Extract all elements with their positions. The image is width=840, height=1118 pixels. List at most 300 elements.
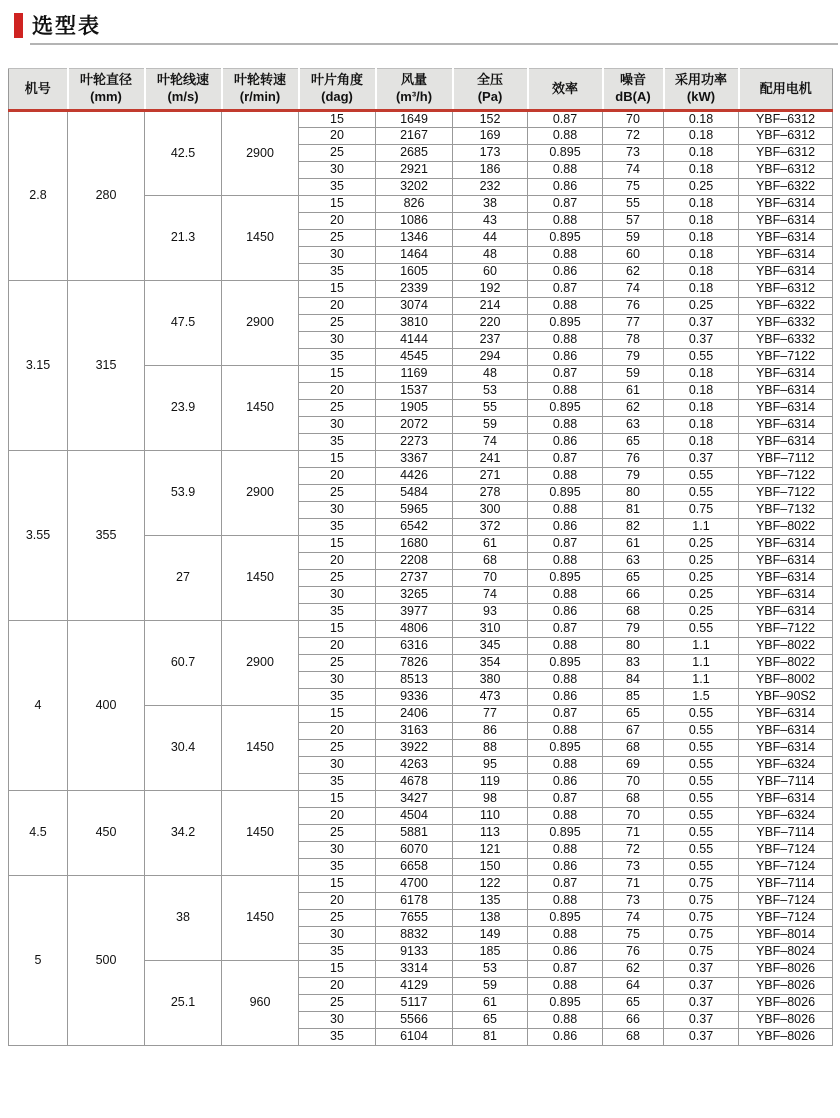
- cell-efficiency: 0.87: [528, 621, 603, 638]
- cell-noise: 79: [603, 349, 664, 366]
- cell-power: 0.55: [664, 757, 739, 774]
- cell-airflow: 3810: [376, 315, 453, 332]
- cell-airflow: 1169: [376, 366, 453, 383]
- cell-efficiency: 0.86: [528, 1029, 603, 1046]
- cell-motor: YBF–6312: [739, 281, 833, 298]
- cell-power: 0.18: [664, 366, 739, 383]
- cell-airflow: 1680: [376, 536, 453, 553]
- cell-efficiency: 0.88: [528, 502, 603, 519]
- cell-noise: 65: [603, 570, 664, 587]
- cell-efficiency: 0.895: [528, 570, 603, 587]
- cell-airflow: 1086: [376, 213, 453, 230]
- cell-efficiency: 0.86: [528, 689, 603, 706]
- cell-efficiency: 0.87: [528, 111, 603, 128]
- red-accent-bar: [14, 13, 23, 38]
- cell-noise: 70: [603, 111, 664, 128]
- cell-motor: YBF–8024: [739, 944, 833, 961]
- cell-motor: YBF–6314: [739, 264, 833, 281]
- cell-efficiency: 0.88: [528, 162, 603, 179]
- cell-efficiency: 0.88: [528, 213, 603, 230]
- cell-blade-angle: 30: [299, 247, 376, 264]
- cell-blade-angle: 30: [299, 842, 376, 859]
- cell-noise: 68: [603, 1029, 664, 1046]
- cell-pressure: 77: [453, 706, 528, 723]
- cell-power: 0.25: [664, 298, 739, 315]
- cell-noise: 69: [603, 757, 664, 774]
- cell-power: 0.37: [664, 995, 739, 1012]
- cell-blade-angle: 20: [299, 468, 376, 485]
- cell-efficiency: 0.86: [528, 944, 603, 961]
- cell-power: 0.18: [664, 128, 739, 145]
- cell-noise: 61: [603, 383, 664, 400]
- cell-model: 4: [9, 621, 68, 791]
- cell-airflow: 7655: [376, 910, 453, 927]
- cell-motor: YBF–6314: [739, 553, 833, 570]
- cell-noise: 80: [603, 638, 664, 655]
- cell-noise: 72: [603, 842, 664, 859]
- cell-noise: 77: [603, 315, 664, 332]
- cell-blade-angle: 35: [299, 859, 376, 876]
- cell-blade-angle: 15: [299, 961, 376, 978]
- cell-noise: 81: [603, 502, 664, 519]
- cell-rpm: 1450: [222, 876, 299, 961]
- cell-motor: YBF–8022: [739, 638, 833, 655]
- cell-efficiency: 0.88: [528, 553, 603, 570]
- cell-airflow: 4700: [376, 876, 453, 893]
- cell-blade-angle: 15: [299, 366, 376, 383]
- cell-rpm: 2900: [222, 451, 299, 536]
- cell-blade-angle: 20: [299, 383, 376, 400]
- cell-diameter: 355: [68, 451, 145, 621]
- cell-pressure: 173: [453, 145, 528, 162]
- cell-efficiency: 0.86: [528, 859, 603, 876]
- cell-noise: 62: [603, 264, 664, 281]
- cell-motor: YBF–8002: [739, 672, 833, 689]
- cell-power: 1.1: [664, 672, 739, 689]
- cell-line-speed: 34.2: [145, 791, 222, 876]
- cell-efficiency: 0.86: [528, 774, 603, 791]
- cell-power: 0.75: [664, 502, 739, 519]
- cell-power: 0.25: [664, 179, 739, 196]
- cell-power: 0.55: [664, 349, 739, 366]
- cell-efficiency: 0.86: [528, 179, 603, 196]
- cell-power: 0.37: [664, 961, 739, 978]
- cell-motor: YBF–7114: [739, 876, 833, 893]
- cell-noise: 71: [603, 825, 664, 842]
- cell-airflow: 4263: [376, 757, 453, 774]
- cell-motor: YBF–7124: [739, 859, 833, 876]
- cell-motor: YBF–7122: [739, 468, 833, 485]
- cell-airflow: 4545: [376, 349, 453, 366]
- cell-pressure: 113: [453, 825, 528, 842]
- cell-blade-angle: 20: [299, 213, 376, 230]
- table-row: [9, 451, 833, 468]
- page-title: 选型表: [32, 15, 101, 38]
- cell-model: 5: [9, 876, 68, 1046]
- cell-power: 0.25: [664, 570, 739, 587]
- cell-motor: YBF–7122: [739, 485, 833, 502]
- cell-motor: YBF–7122: [739, 349, 833, 366]
- cell-noise: 57: [603, 213, 664, 230]
- cell-power: 0.18: [664, 196, 739, 213]
- cell-efficiency: 0.86: [528, 519, 603, 536]
- column-header-diameter: 叶轮直径 (mm): [68, 69, 145, 111]
- cell-motor: YBF–6314: [739, 383, 833, 400]
- column-header-noise: 噪音 dB(A): [603, 69, 664, 111]
- cell-noise: 78: [603, 332, 664, 349]
- cell-blade-angle: 20: [299, 723, 376, 740]
- cell-pressure: 98: [453, 791, 528, 808]
- cell-power: 0.37: [664, 978, 739, 995]
- cell-pressure: 232: [453, 179, 528, 196]
- cell-power: 0.75: [664, 944, 739, 961]
- cell-line-speed: 38: [145, 876, 222, 961]
- cell-motor: YBF–6314: [739, 434, 833, 451]
- cell-airflow: 1464: [376, 247, 453, 264]
- cell-motor: YBF–6324: [739, 808, 833, 825]
- cell-motor: YBF–8026: [739, 995, 833, 1012]
- cell-efficiency: 0.895: [528, 145, 603, 162]
- cell-motor: YBF–6314: [739, 196, 833, 213]
- cell-airflow: 8513: [376, 672, 453, 689]
- cell-motor: YBF–90S2: [739, 689, 833, 706]
- cell-motor: YBF–6314: [739, 706, 833, 723]
- cell-airflow: 2208: [376, 553, 453, 570]
- table-row: [9, 876, 833, 893]
- cell-pressure: 237: [453, 332, 528, 349]
- cell-line-speed: 53.9: [145, 451, 222, 536]
- cell-pressure: 53: [453, 383, 528, 400]
- column-header-efficiency: 效率: [528, 69, 603, 111]
- cell-line-speed: 25.1: [145, 961, 222, 1046]
- cell-rpm: 1450: [222, 706, 299, 791]
- cell-airflow: 6316: [376, 638, 453, 655]
- cell-pressure: 152: [453, 111, 528, 128]
- cell-efficiency: 0.88: [528, 298, 603, 315]
- cell-motor: YBF–6312: [739, 162, 833, 179]
- cell-pressure: 110: [453, 808, 528, 825]
- cell-motor: YBF–7132: [739, 502, 833, 519]
- cell-efficiency: 0.87: [528, 961, 603, 978]
- cell-noise: 63: [603, 553, 664, 570]
- cell-motor: YBF–6324: [739, 757, 833, 774]
- cell-blade-angle: 15: [299, 621, 376, 638]
- cell-efficiency: 0.88: [528, 332, 603, 349]
- cell-motor: YBF–6322: [739, 298, 833, 315]
- cell-airflow: 9133: [376, 944, 453, 961]
- cell-blade-angle: 25: [299, 485, 376, 502]
- cell-airflow: 6542: [376, 519, 453, 536]
- cell-efficiency: 0.895: [528, 825, 603, 842]
- cell-pressure: 150: [453, 859, 528, 876]
- table-row: [9, 791, 833, 808]
- cell-power: 0.55: [664, 825, 739, 842]
- cell-noise: 68: [603, 791, 664, 808]
- cell-noise: 74: [603, 910, 664, 927]
- header-row: [9, 69, 833, 111]
- cell-blade-angle: 35: [299, 519, 376, 536]
- cell-motor: YBF–6312: [739, 145, 833, 162]
- column-header-rpm: 叶轮转速 (r/min): [222, 69, 299, 111]
- cell-noise: 76: [603, 451, 664, 468]
- cell-airflow: 8832: [376, 927, 453, 944]
- cell-airflow: 3163: [376, 723, 453, 740]
- cell-blade-angle: 25: [299, 230, 376, 247]
- cell-blade-angle: 35: [299, 434, 376, 451]
- cell-power: 1.1: [664, 638, 739, 655]
- cell-airflow: 7826: [376, 655, 453, 672]
- cell-power: 0.37: [664, 1029, 739, 1046]
- cell-power: 0.55: [664, 621, 739, 638]
- cell-airflow: 2737: [376, 570, 453, 587]
- cell-efficiency: 0.895: [528, 995, 603, 1012]
- cell-airflow: 3074: [376, 298, 453, 315]
- cell-noise: 84: [603, 672, 664, 689]
- cell-motor: YBF–8026: [739, 1029, 833, 1046]
- cell-motor: YBF–7122: [739, 621, 833, 638]
- cell-power: 0.75: [664, 910, 739, 927]
- cell-blade-angle: 15: [299, 706, 376, 723]
- cell-motor: YBF–7124: [739, 842, 833, 859]
- cell-blade-angle: 20: [299, 808, 376, 825]
- cell-motor: YBF–6314: [739, 723, 833, 740]
- cell-pressure: 121: [453, 842, 528, 859]
- cell-line-speed: 42.5: [145, 111, 222, 196]
- cell-efficiency: 0.88: [528, 672, 603, 689]
- cell-pressure: 59: [453, 978, 528, 995]
- column-header-airflow: 风量 (m³/h): [376, 69, 453, 111]
- cell-airflow: 3314: [376, 961, 453, 978]
- cell-motor: YBF–6314: [739, 604, 833, 621]
- cell-airflow: 3367: [376, 451, 453, 468]
- cell-pressure: 60: [453, 264, 528, 281]
- cell-pressure: 74: [453, 587, 528, 604]
- cell-pressure: 122: [453, 876, 528, 893]
- cell-pressure: 59: [453, 417, 528, 434]
- cell-pressure: 135: [453, 893, 528, 910]
- cell-motor: YBF–6314: [739, 791, 833, 808]
- cell-pressure: 473: [453, 689, 528, 706]
- cell-airflow: 3202: [376, 179, 453, 196]
- cell-noise: 65: [603, 995, 664, 1012]
- cell-power: 0.55: [664, 859, 739, 876]
- cell-pressure: 241: [453, 451, 528, 468]
- cell-power: 0.25: [664, 553, 739, 570]
- cell-line-speed: 60.7: [145, 621, 222, 706]
- cell-power: 0.55: [664, 723, 739, 740]
- cell-airflow: 2406: [376, 706, 453, 723]
- cell-pressure: 214: [453, 298, 528, 315]
- cell-diameter: 315: [68, 281, 145, 451]
- cell-airflow: 2273: [376, 434, 453, 451]
- cell-pressure: 300: [453, 502, 528, 519]
- cell-power: 0.55: [664, 791, 739, 808]
- cell-rpm: 2900: [222, 621, 299, 706]
- cell-motor: YBF–6314: [739, 230, 833, 247]
- cell-pressure: 55: [453, 400, 528, 417]
- cell-efficiency: 0.88: [528, 417, 603, 434]
- cell-efficiency: 0.88: [528, 128, 603, 145]
- cell-power: 0.37: [664, 451, 739, 468]
- cell-diameter: 450: [68, 791, 145, 876]
- cell-noise: 70: [603, 808, 664, 825]
- cell-motor: YBF–6312: [739, 128, 833, 145]
- cell-efficiency: 0.88: [528, 723, 603, 740]
- cell-line-speed: 21.3: [145, 196, 222, 281]
- cell-airflow: 9336: [376, 689, 453, 706]
- cell-efficiency: 0.87: [528, 451, 603, 468]
- cell-blade-angle: 25: [299, 825, 376, 842]
- cell-motor: YBF–6314: [739, 247, 833, 264]
- cell-power: 0.18: [664, 264, 739, 281]
- cell-noise: 61: [603, 536, 664, 553]
- cell-airflow: 2167: [376, 128, 453, 145]
- cell-airflow: 1649: [376, 111, 453, 128]
- cell-airflow: 5117: [376, 995, 453, 1012]
- cell-power: 0.18: [664, 162, 739, 179]
- cell-blade-angle: 35: [299, 604, 376, 621]
- cell-power: 0.18: [664, 281, 739, 298]
- cell-efficiency: 0.895: [528, 230, 603, 247]
- column-header-motor: 配用电机: [739, 69, 833, 111]
- cell-blade-angle: 30: [299, 1012, 376, 1029]
- cell-power: 1.1: [664, 655, 739, 672]
- cell-power: 0.55: [664, 468, 739, 485]
- cell-airflow: 6070: [376, 842, 453, 859]
- cell-blade-angle: 15: [299, 876, 376, 893]
- cell-blade-angle: 25: [299, 145, 376, 162]
- cell-power: 0.55: [664, 774, 739, 791]
- cell-motor: YBF–7112: [739, 451, 833, 468]
- cell-blade-angle: 25: [299, 740, 376, 757]
- cell-efficiency: 0.88: [528, 587, 603, 604]
- cell-efficiency: 0.86: [528, 349, 603, 366]
- cell-blade-angle: 30: [299, 672, 376, 689]
- cell-blade-angle: 30: [299, 162, 376, 179]
- cell-motor: YBF–6314: [739, 587, 833, 604]
- cell-pressure: 48: [453, 247, 528, 264]
- cell-airflow: 5566: [376, 1012, 453, 1029]
- cell-motor: YBF–6332: [739, 315, 833, 332]
- cell-pressure: 86: [453, 723, 528, 740]
- cell-efficiency: 0.88: [528, 638, 603, 655]
- cell-blade-angle: 30: [299, 502, 376, 519]
- cell-motor: YBF–7114: [739, 825, 833, 842]
- cell-efficiency: 0.88: [528, 247, 603, 264]
- cell-noise: 79: [603, 621, 664, 638]
- cell-noise: 79: [603, 468, 664, 485]
- cell-blade-angle: 20: [299, 978, 376, 995]
- cell-rpm: 960: [222, 961, 299, 1046]
- cell-line-speed: 30.4: [145, 706, 222, 791]
- cell-noise: 75: [603, 179, 664, 196]
- cell-noise: 68: [603, 604, 664, 621]
- cell-diameter: 500: [68, 876, 145, 1046]
- cell-noise: 71: [603, 876, 664, 893]
- cell-pressure: 88: [453, 740, 528, 757]
- cell-motor: YBF–6314: [739, 570, 833, 587]
- cell-noise: 62: [603, 961, 664, 978]
- cell-power: 0.25: [664, 604, 739, 621]
- cell-noise: 65: [603, 434, 664, 451]
- cell-noise: 74: [603, 162, 664, 179]
- cell-efficiency: 0.86: [528, 604, 603, 621]
- cell-power: 1.5: [664, 689, 739, 706]
- cell-noise: 64: [603, 978, 664, 995]
- cell-pressure: 38: [453, 196, 528, 213]
- cell-airflow: 1346: [376, 230, 453, 247]
- cell-pressure: 74: [453, 434, 528, 451]
- cell-pressure: 294: [453, 349, 528, 366]
- cell-rpm: 1450: [222, 366, 299, 451]
- cell-noise: 62: [603, 400, 664, 417]
- cell-efficiency: 0.895: [528, 655, 603, 672]
- cell-pressure: 65: [453, 1012, 528, 1029]
- cell-noise: 55: [603, 196, 664, 213]
- cell-airflow: 6658: [376, 859, 453, 876]
- cell-motor: YBF–8026: [739, 961, 833, 978]
- cell-efficiency: 0.88: [528, 468, 603, 485]
- cell-blade-angle: 25: [299, 910, 376, 927]
- cell-rpm: 2900: [222, 281, 299, 366]
- cell-noise: 67: [603, 723, 664, 740]
- cell-motor: YBF–6314: [739, 213, 833, 230]
- cell-pressure: 93: [453, 604, 528, 621]
- cell-pressure: 138: [453, 910, 528, 927]
- cell-noise: 82: [603, 519, 664, 536]
- column-header-model: 机号: [9, 69, 68, 111]
- cell-efficiency: 0.88: [528, 808, 603, 825]
- cell-efficiency: 0.87: [528, 536, 603, 553]
- cell-efficiency: 0.895: [528, 485, 603, 502]
- cell-power: 0.18: [664, 434, 739, 451]
- cell-blade-angle: 30: [299, 927, 376, 944]
- cell-airflow: 3922: [376, 740, 453, 757]
- cell-efficiency: 0.88: [528, 383, 603, 400]
- cell-blade-angle: 25: [299, 400, 376, 417]
- cell-blade-angle: 20: [299, 553, 376, 570]
- cell-pressure: 149: [453, 927, 528, 944]
- cell-efficiency: 0.895: [528, 400, 603, 417]
- cell-efficiency: 0.895: [528, 315, 603, 332]
- cell-rpm: 2900: [222, 111, 299, 196]
- table-body: [9, 111, 833, 1046]
- cell-motor: YBF–6314: [739, 366, 833, 383]
- cell-pressure: 70: [453, 570, 528, 587]
- cell-blade-angle: 25: [299, 655, 376, 672]
- column-header-line-speed: 叶轮线速 (m/s): [145, 69, 222, 111]
- cell-airflow: 6178: [376, 893, 453, 910]
- cell-blade-angle: 25: [299, 995, 376, 1012]
- cell-pressure: 61: [453, 995, 528, 1012]
- cell-blade-angle: 35: [299, 944, 376, 961]
- cell-blade-angle: 35: [299, 689, 376, 706]
- cell-motor: YBF–7124: [739, 893, 833, 910]
- cell-efficiency: 0.88: [528, 757, 603, 774]
- cell-airflow: 1605: [376, 264, 453, 281]
- cell-noise: 60: [603, 247, 664, 264]
- cell-model: 4.5: [9, 791, 68, 876]
- cell-pressure: 271: [453, 468, 528, 485]
- cell-efficiency: 0.88: [528, 842, 603, 859]
- cell-motor: YBF–8026: [739, 1012, 833, 1029]
- cell-power: 0.55: [664, 808, 739, 825]
- cell-noise: 72: [603, 128, 664, 145]
- cell-power: 0.18: [664, 247, 739, 264]
- cell-airflow: 3265: [376, 587, 453, 604]
- cell-airflow: 2339: [376, 281, 453, 298]
- table-row: [9, 281, 833, 298]
